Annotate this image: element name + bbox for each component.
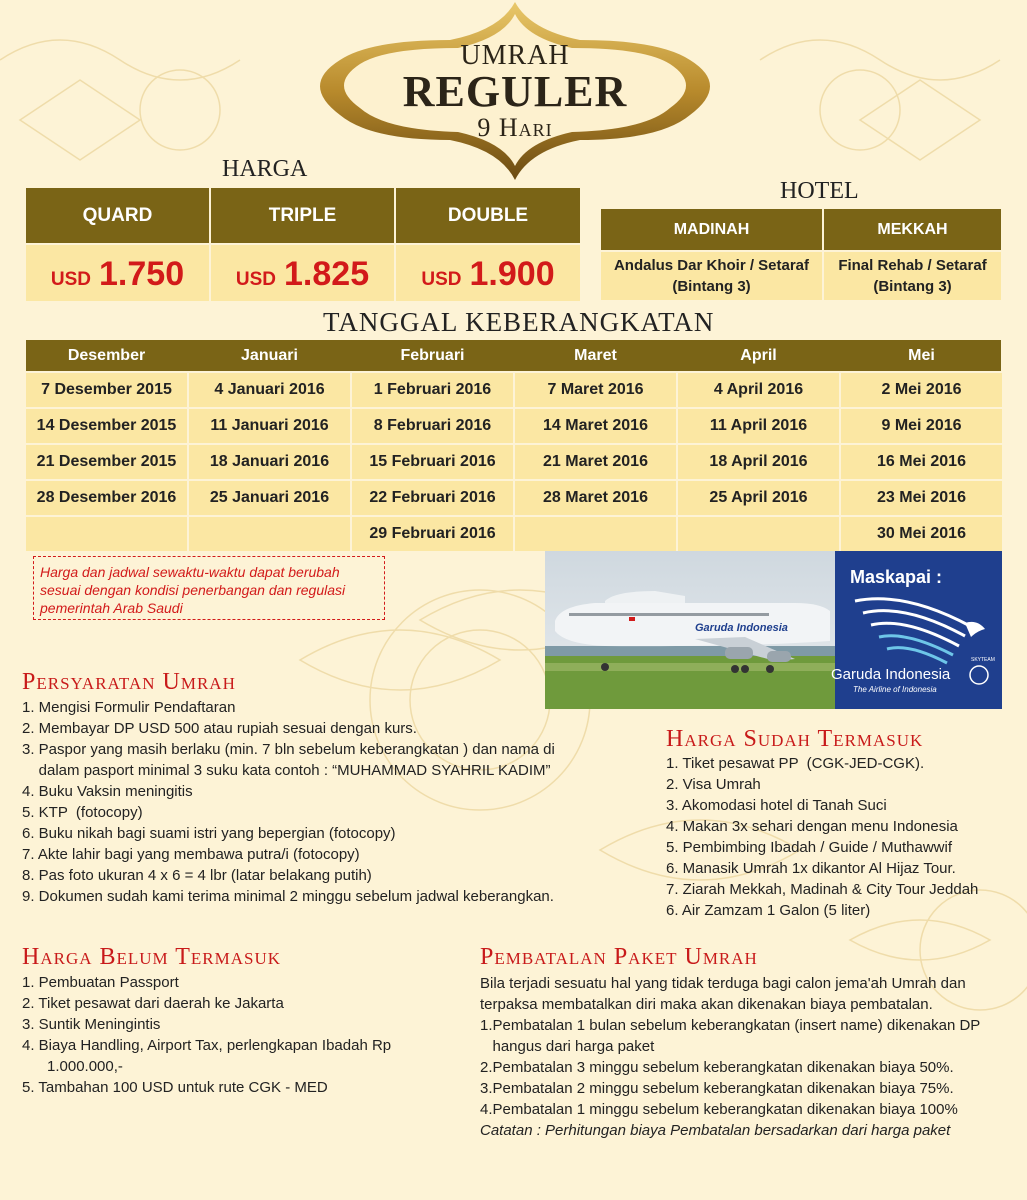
departure-date-cell: 30 Mei 2016	[841, 517, 1002, 551]
hotel-name: Final Rehab / Setaraf	[838, 257, 987, 274]
garuda-logo-text: Garuda Indonesia	[831, 666, 951, 683]
departure-date-cell: 29 Februari 2016	[352, 517, 513, 551]
termasuk-list	[666, 753, 978, 921]
price-amount: 1.750	[99, 255, 185, 293]
price-amount: 1.900	[469, 255, 555, 293]
price-currency: USD	[50, 269, 92, 290]
departure-table	[26, 340, 1001, 551]
list-item: 3. Suntik Meningintis	[22, 1016, 161, 1033]
price-triple	[211, 245, 394, 301]
list-item: 4.Pembatalan 1 minggu sebelum keberangkatan dikenakan biaya 100%	[480, 1101, 958, 1118]
list-item: 1.Pembatalan 1 bulan sebelum keberangkatan (insert name) dikenakan DP	[480, 1017, 981, 1034]
departure-date-cell	[515, 517, 676, 551]
pembatalan-title: Pembatalan Paket Umrah	[480, 944, 758, 970]
banner-days: 9 Hari	[477, 113, 553, 142]
persyaratan-title: Persyaratan Umrah	[22, 669, 236, 695]
departure-body	[26, 373, 1001, 551]
list-item: 6. Buku nikah bagi suami istri yang bepergian (fotocopy)	[22, 825, 396, 842]
departure-date-cell: 4 Januari 2016	[189, 373, 350, 407]
departure-date-cell	[189, 517, 350, 551]
price-header-double: DOUBLE	[396, 188, 580, 243]
departure-header-cell: Mei	[908, 346, 935, 364]
departure-header-row	[26, 340, 1001, 371]
banner-umrah: UMRAH	[460, 40, 570, 71]
departure-date-cell: 1 Februari 2016	[352, 373, 513, 407]
list-item: Bila terjadi sesuatu hal yang tidak terduga bagi calon jema'ah Umrah dan	[480, 975, 966, 992]
list-item: 9. Dokumen sudah kami terima minimal 2 minggu sebelum jadwal keberangkan.	[22, 888, 554, 905]
list-item: 3. Paspor yang masih berlaku (min. 7 bln sebelum keberangkatan ) dan nama di	[22, 741, 555, 758]
disclaimer-note	[33, 556, 385, 620]
hotel-header-mekkah: MEKKAH	[824, 209, 1001, 250]
list-item: hangus dari harga paket	[480, 1038, 655, 1055]
departure-date-cell	[678, 517, 839, 551]
departure-date-cell: 22 Februari 2016	[352, 481, 513, 515]
airline-image	[545, 551, 1002, 709]
hotel-rating: (Bintang 3)	[672, 278, 751, 295]
price-currency: USD	[235, 269, 277, 290]
note-line: sesuai dengan kondisi penerbangan dan regulasi	[40, 582, 346, 598]
pembatalan-catatan: Catatan : Perhitungan biaya Pembatalan bersadarkan dari harga paket	[480, 1122, 951, 1139]
hotel-table	[601, 209, 1001, 300]
list-item: 5. Tambahan 100 USD untuk rute CGK - MED	[22, 1079, 328, 1096]
hotel-title: HOTEL	[780, 178, 859, 204]
departure-date-cell: 14 Desember 2015	[26, 409, 187, 443]
departure-header-cell: April	[740, 346, 777, 364]
departure-date-cell: 15 Februari 2016	[352, 445, 513, 479]
list-item: 6. Manasik Umrah 1x dikantor Al Hijaz Tour.	[666, 860, 956, 877]
hotel-header-madinah: MADINAH	[601, 209, 822, 250]
list-item: 6. Air Zamzam 1 Galon (5 liter)	[666, 902, 871, 919]
departure-date-cell: 14 Maret 2016	[515, 409, 676, 443]
departure-date-cell: 11 April 2016	[678, 409, 839, 443]
departure-header-cell: Januari	[241, 346, 298, 364]
tanggal-title: TANGGAL KEBERANGKATAN	[323, 307, 715, 337]
departure-date-cell: 28 Maret 2016	[515, 481, 676, 515]
departure-date-cell: 8 Februari 2016	[352, 409, 513, 443]
list-item: 2.Pembatalan 3 minggu sebelum keberangkatan dikenakan biaya 50%.	[480, 1059, 954, 1076]
list-item: 1. Mengisi Formulir Pendaftaran	[22, 699, 236, 716]
departure-date-cell: 7 Desember 2015	[26, 373, 187, 407]
hotel-rating: (Bintang 3)	[873, 278, 952, 295]
plane-livery-text: Garuda Indonesia	[695, 622, 788, 634]
departure-date-cell: 4 April 2016	[678, 373, 839, 407]
departure-date-cell: 28 Desember 2016	[26, 481, 187, 515]
harga-title: HARGA	[222, 156, 308, 182]
list-item: 3. Akomodasi hotel di Tanah Suci	[666, 797, 887, 814]
price-amount: 1.825	[284, 255, 370, 293]
departure-date-cell: 7 Maret 2016	[515, 373, 676, 407]
price-currency: USD	[421, 269, 462, 290]
price-quard	[26, 245, 209, 301]
departure-date-cell: 18 April 2016	[678, 445, 839, 479]
list-item: 4. Makan 3x sehari dengan menu Indonesia	[666, 818, 958, 835]
hotel-name: Andalus Dar Khoir / Setaraf	[613, 257, 810, 274]
price-header-triple: TRIPLE	[211, 188, 394, 243]
note-line: Harga dan jadwal sewaktu-waktu dapat berubah	[40, 564, 340, 580]
departure-date-cell: 25 April 2016	[678, 481, 839, 515]
departure-date-cell: 2 Mei 2016	[841, 373, 1002, 407]
pembatalan-list	[480, 973, 980, 1120]
departure-date-cell: 9 Mei 2016	[841, 409, 1002, 443]
skyteam-text: SKYTEAM	[971, 657, 995, 663]
list-item: 1. Pembuatan Passport	[22, 974, 179, 991]
hotel-madinah	[601, 252, 822, 300]
price-header-quard: QUARD	[26, 188, 209, 243]
plane-photo	[545, 551, 1002, 709]
belum-title: Harga Belum Termasuk	[22, 944, 282, 970]
list-item: 1.000.000,-	[22, 1058, 123, 1075]
price-table	[26, 188, 580, 301]
list-item: terpaksa membatalkan diri maka akan dikenakan biaya pembatalan.	[480, 996, 933, 1013]
departure-row	[26, 409, 1001, 443]
note-line: pemerintah Arab Saudi	[40, 600, 183, 616]
departure-date-cell: 25 Januari 2016	[189, 481, 350, 515]
departure-row	[26, 445, 1001, 479]
list-item: 5. KTP (fotocopy)	[22, 804, 143, 821]
hotel-mekkah	[824, 252, 1001, 300]
list-item: 5. Pembimbing Ibadah / Guide / Muthawwif	[666, 839, 952, 856]
list-item: 7. Ziarah Mekkah, Madinah & City Tour Jeddah	[666, 881, 979, 898]
termasuk-title: Harga Sudah Termasuk	[666, 726, 924, 752]
banner-reguler: REGULER	[402, 67, 628, 116]
garuda-tagline: The Airline of Indonesia	[853, 685, 937, 694]
departure-date-cell: 23 Mei 2016	[841, 481, 1002, 515]
departure-date-cell: 21 Maret 2016	[515, 445, 676, 479]
departure-header-cell: Februari	[400, 346, 465, 364]
departure-row	[26, 373, 1001, 407]
list-item: 2. Membayar DP USD 500 atau rupiah sesuai dengan kurs.	[22, 720, 417, 737]
departure-row	[26, 517, 1001, 551]
list-item: 7. Akte lahir bagi yang membawa putra/i (fotocopy)	[22, 846, 360, 863]
belum-list	[22, 972, 391, 1098]
departure-date-cell: 21 Desember 2015	[26, 445, 187, 479]
list-item: 4. Buku Vaksin meningitis	[22, 783, 193, 800]
list-item: 4. Biaya Handling, Airport Tax, perlengkapan Ibadah Rp	[22, 1037, 392, 1054]
list-item: 1. Tiket pesawat PP (CGK-JED-CGK).	[666, 755, 925, 772]
departure-date-cell	[26, 517, 187, 551]
list-item: 3.Pembatalan 2 minggu sebelum keberangkatan dikenakan biaya 75%.	[480, 1080, 954, 1097]
price-double	[396, 245, 580, 301]
departure-header-cell: Desember	[67, 346, 146, 364]
departure-date-cell: 11 Januari 2016	[189, 409, 350, 443]
persyaratan-list	[22, 697, 555, 907]
departure-header-cell: Maret	[574, 346, 617, 364]
departure-row	[26, 481, 1001, 515]
list-item: 2. Tiket pesawat dari daerah ke Jakarta	[22, 995, 284, 1012]
list-item: dalam pasport minimal 3 suku kata contoh : “MUHAMMAD SYAHRIL KADIM”	[22, 762, 551, 779]
departure-date-cell: 16 Mei 2016	[841, 445, 1002, 479]
list-item: 8. Pas foto ukuran 4 x 6 = 4 lbr (latar belakang putih)	[22, 867, 372, 884]
departure-date-cell: 18 Januari 2016	[189, 445, 350, 479]
maskapai-label: Maskapai :	[850, 567, 943, 587]
list-item: 2. Visa Umrah	[666, 776, 761, 793]
